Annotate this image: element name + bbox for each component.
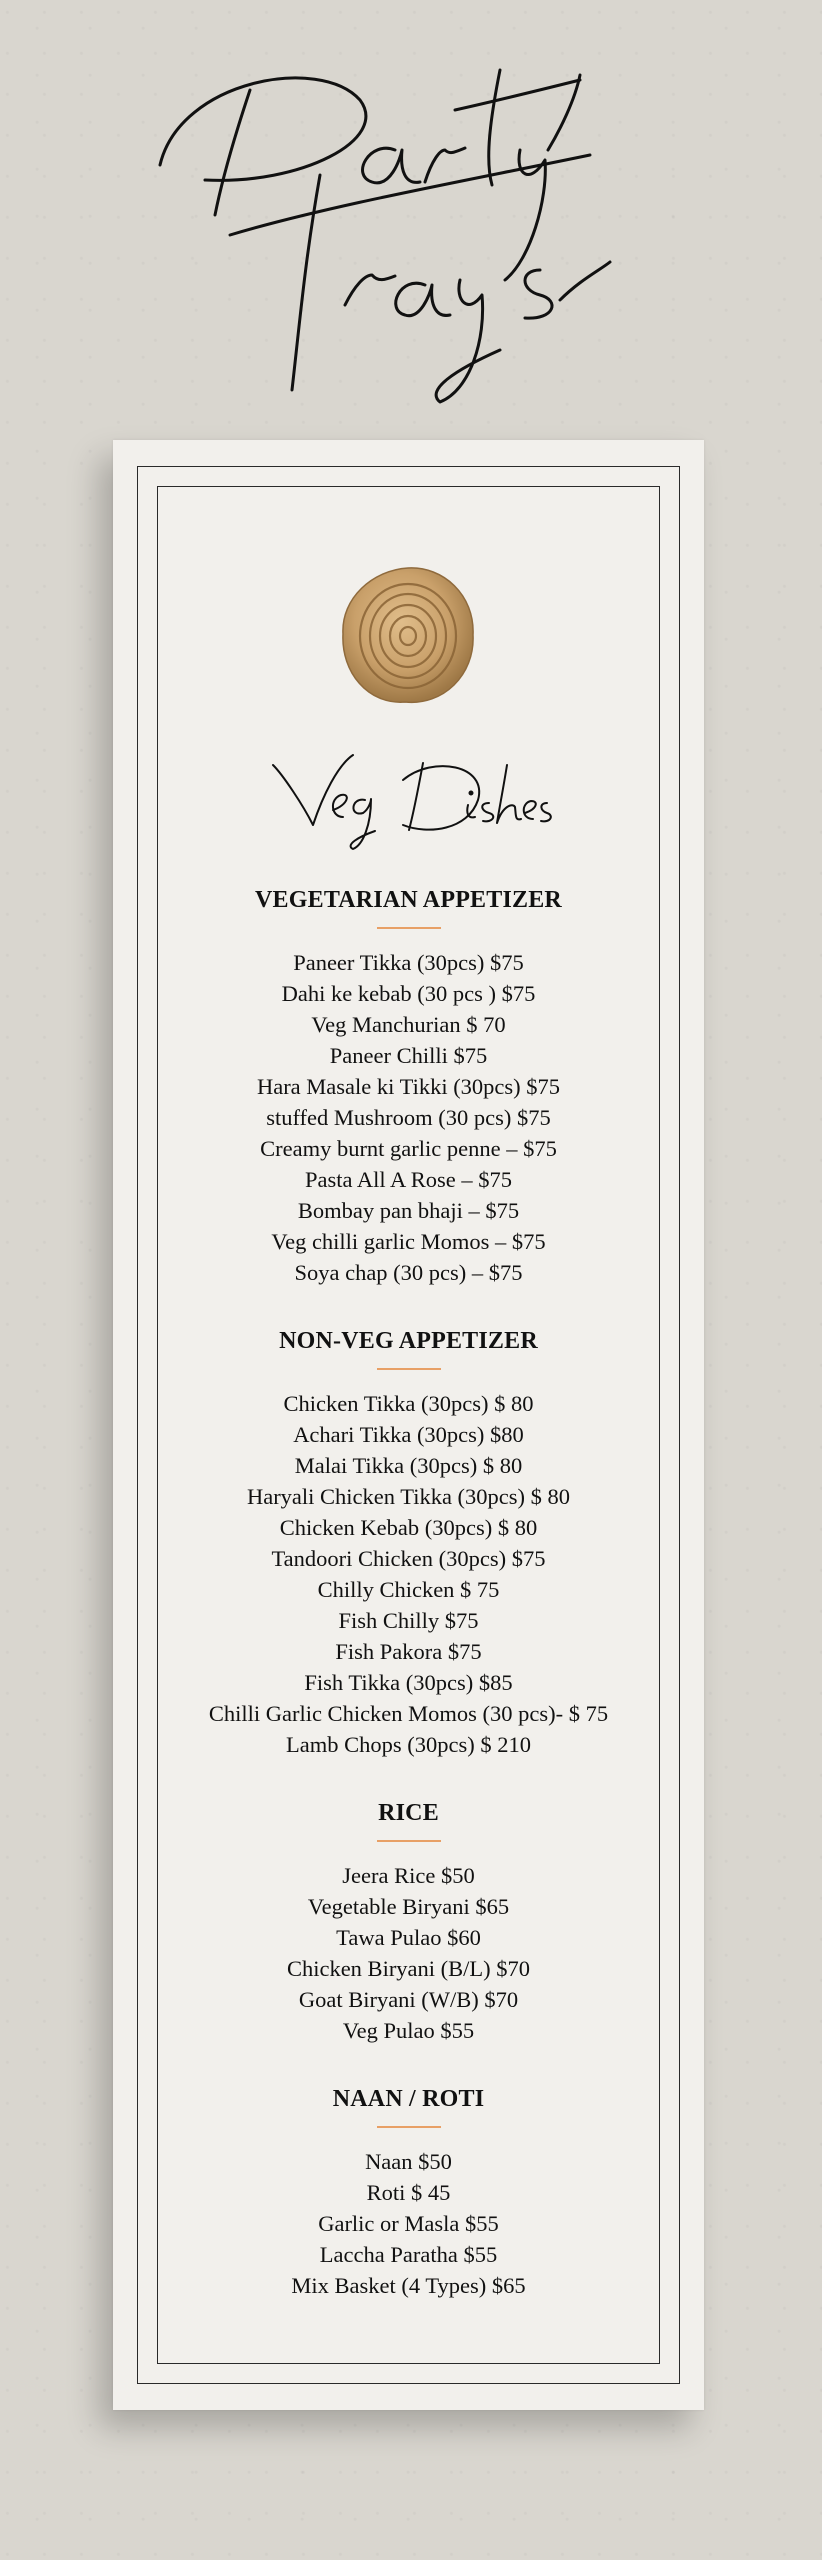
menu-card — [113, 440, 704, 2410]
menu-item: Mix Basket (4 Types) $65 — [291, 2273, 526, 2298]
menu-item: Creamy burnt garlic penne – $75 — [260, 1136, 557, 1161]
menu-item: Soya chap (30 pcs) – $75 — [294, 1260, 523, 1285]
menu-item: Hara Masale ki Tikki (30pcs) $75 — [256, 1074, 561, 1099]
section-divider — [377, 1368, 441, 1370]
section-divider — [377, 2126, 441, 2128]
menu-item: Dahi ke kebab (30 pcs ) $75 — [281, 981, 536, 1006]
menu-section-nonveg-appetizer — [113, 1326, 704, 1760]
section-title: VEGETARIAN APPETIZER — [255, 887, 562, 913]
menu-item: Veg Manchurian $ 70 — [311, 1012, 506, 1037]
menu-item: Veg Pulao $55 — [342, 2018, 475, 2043]
menu-item: Tawa Pulao $60 — [336, 1925, 481, 1950]
menu-item: Paneer Tikka (30pcs) $75 — [293, 950, 524, 975]
menu-item: Paneer Chilli $75 — [329, 1043, 488, 1068]
menu-item: Chilly Chicken $ 75 — [317, 1577, 500, 1602]
menu-item: Haryali Chicken Tikka (30pcs) $ 80 — [246, 1484, 571, 1509]
menu-item: Laccha Paratha $55 — [319, 2242, 498, 2267]
wax-seal-icon — [333, 560, 483, 710]
menu-item: Fish Pakora $75 — [335, 1639, 482, 1664]
menu-item: Naan $50 — [365, 2149, 452, 2174]
section-title: NAAN / ROTI — [332, 2086, 485, 2112]
page-title-script — [0, 0, 822, 430]
menu-item: Jeera Rice $50 — [342, 1863, 475, 1888]
menu-section-veg-appetizer — [113, 885, 704, 1288]
menu-list — [113, 885, 704, 2339]
menu-item: Tandoori Chicken (30pcs) $75 — [271, 1546, 546, 1571]
menu-section-rice — [113, 1798, 704, 2046]
menu-item: Fish Chilly $75 — [338, 1608, 479, 1633]
menu-item: Achari Tikka (30pcs) $80 — [293, 1422, 524, 1447]
menu-item: Chicken Tikka (30pcs) $ 80 — [283, 1391, 534, 1416]
menu-section-naan-roti — [113, 2084, 704, 2301]
section-title: RICE — [378, 1800, 439, 1826]
menu-item: Malai Tikka (30pcs) $ 80 — [294, 1453, 523, 1478]
menu-item: Bombay pan bhaji – $75 — [297, 1198, 520, 1223]
menu-item: Pasta All A Rose – $75 — [305, 1167, 512, 1192]
menu-item: Fish Tikka (30pcs) $85 — [304, 1670, 513, 1695]
section-title: NON-VEG APPETIZER — [279, 1328, 538, 1354]
menu-item: Chilli Garlic Chicken Momos (30 pcs)- $ 75 — [208, 1701, 609, 1726]
menu-item: Goat Biryani (W/B) $70 — [298, 1987, 519, 2012]
menu-item: Chicken Biryani (B/L) $70 — [286, 1956, 531, 1981]
section-divider — [377, 927, 441, 929]
section-subtitle-script — [263, 745, 558, 855]
menu-item: Veg chilli garlic Momos – $75 — [271, 1229, 546, 1254]
menu-item: Roti $ 45 — [366, 2180, 451, 2205]
menu-item: Lamb Chops (30pcs) $ 210 — [286, 1732, 531, 1757]
section-divider — [377, 1840, 441, 1842]
menu-item: Chicken Kebab (30pcs) $ 80 — [279, 1515, 538, 1540]
menu-item: Vegetable Biryani $65 — [307, 1894, 510, 1919]
menu-item: Garlic or Masla $55 — [318, 2211, 499, 2236]
menu-item: stuffed Mushroom (30 pcs) $75 — [266, 1105, 551, 1130]
